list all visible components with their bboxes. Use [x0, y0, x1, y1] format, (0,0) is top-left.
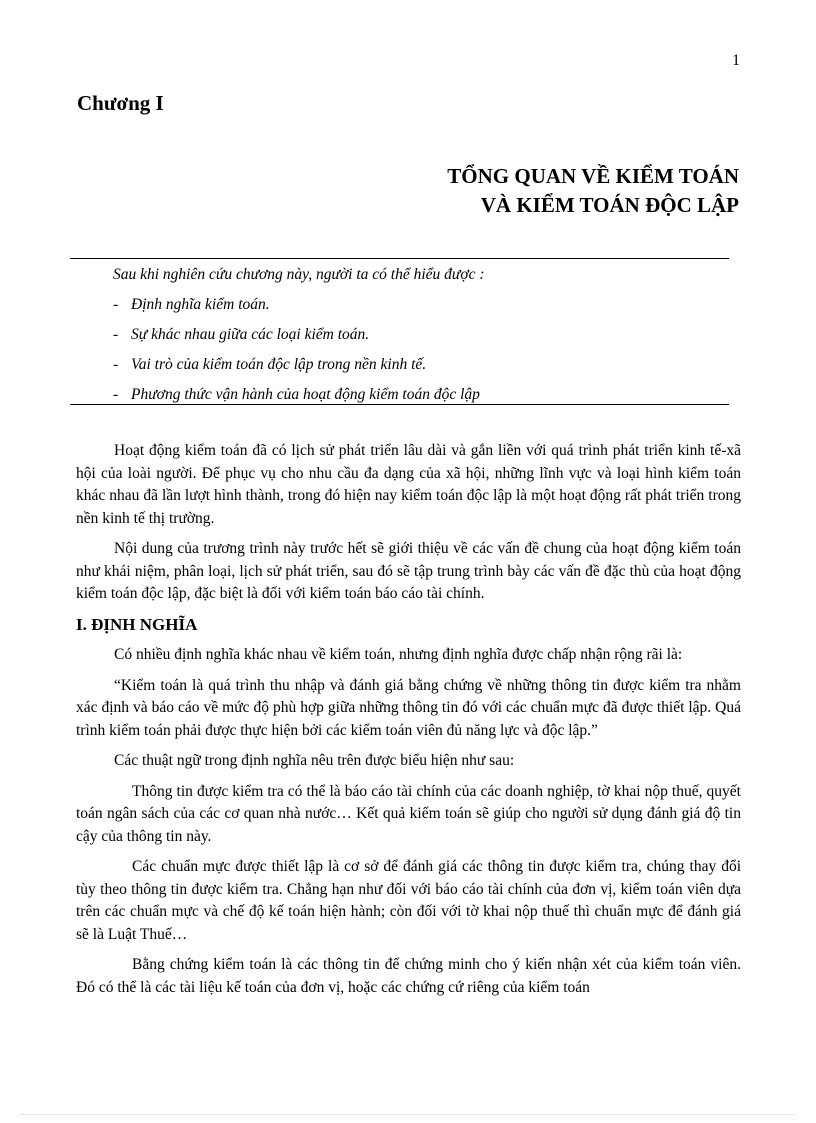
chapter-title: [447, 162, 739, 220]
objective-text: Định nghĩa kiểm toán.: [131, 296, 270, 313]
body-text: [76, 440, 741, 1007]
page-bottom-border: [20, 1114, 796, 1115]
page-number: 1: [732, 52, 740, 69]
objective-item: - Vai trò của kiểm toán độc lập trong nền kinh tế.: [113, 356, 427, 373]
term-explanation: Bằng chứng kiểm toán là các thông tin để chứng minh cho ý kiến nhận xét của kiểm toán viên. Đó có thể là các tài liệu kế toán của đơn vị, hoặc các chứng cứ riêng của kiểm toán: [76, 956, 741, 996]
objective-item: - Sự khác nhau giữa các loại kiểm toán.: [113, 326, 370, 343]
objective-text: Vai trò của kiểm toán độc lập trong nền kinh tế.: [131, 356, 427, 373]
term-explanation: Thông tin được kiểm tra có thể là báo cáo tài chính của các doanh nghiệp, tờ khai nộp thuế, quyết toán ngân sách của các cơ quan nhà nước… Kết quả kiểm toán sẽ giúp cho người sử dụng đánh giá độ tin cậy của thông tin này.: [76, 782, 741, 845]
definition-quote: “Kiểm toán là quá trình thu nhập và đánh giá bằng chứng về những thông tin được kiểm tra nhằm xác định và báo cáo về mức độ phù hợp giữa những thông tin đó với các chuẩn mực đã được thiết lập. Quá trình kiểm toán phải được thực hiện bởi các kiểm toán viên đủ năng lực và độc lập.”: [76, 676, 741, 739]
section-heading: I. ĐỊNH NGHĨA: [76, 614, 198, 634]
divider-top: [70, 258, 729, 259]
chapter-title-line-2: VÀ KIỂM TOÁN ĐỘC LẬP: [480, 193, 739, 217]
learning-objectives: [113, 264, 723, 414]
paragraph: Có nhiều định nghĩa khác nhau về kiểm toán, nhưng định nghĩa được chấp nhận rộng rãi là:: [114, 646, 683, 663]
chapter-label: Chương I: [77, 91, 164, 115]
chapter-title-line-1: TỔNG QUAN VỀ KIỂM TOÁN: [447, 164, 739, 188]
divider-bottom: [70, 404, 729, 405]
objective-item: - Định nghĩa kiểm toán.: [113, 296, 270, 313]
objective-item: - Phương thức vận hành của hoạt động kiểm toán độc lập: [113, 386, 480, 403]
paragraph: Nội dung của trương trình này trước hết sẽ giới thiệu về các vấn đề chung của hoạt động kiểm toán như khái niệm, phân loại, lịch sử phát triển, sau đó sẽ tập trung trình bày các vấn đề đặc thù của hoạt động kiểm toán độc lập, đặc biệt là đối với kiểm toán báo cáo tài chính.: [76, 540, 741, 602]
objectives-intro: Sau khi nghiên cứu chương này, người ta có thể hiểu được :: [113, 266, 485, 283]
paragraph: Các thuật ngữ trong định nghĩa nêu trên được biểu hiện như sau:: [114, 752, 515, 769]
objective-text: Phương thức vận hành của hoạt động kiểm toán độc lập: [131, 386, 480, 403]
objective-text: Sự khác nhau giữa các loại kiểm toán.: [131, 326, 370, 343]
term-explanation: Các chuẩn mực được thiết lập là cơ sở để đánh giá các thông tin được kiểm tra, chúng thay đổi tùy theo thông tin được kiểm tra. Chẳng hạn như đối với báo cáo tài chính của đơn vị, kiểm toán viên dựa trên các chuẩn mực và chế độ kế toán hiện hành; còn đối với tờ khai nộp thuế thì chuẩn mực để đánh giá sẽ là Luật Thuế…: [76, 858, 741, 943]
paragraph: Hoạt động kiểm toán đã có lịch sử phát triển lâu dài và gắn liền với quá trình phát triển kinh tế-xã hội của loài người. Để phục vụ cho nhu cầu đa dạng của xã hội, những lĩnh vực và loại hình kiểm toán khác nhau đã lần lượt hình thành, trong đó hiện nay kiểm toán độc lập là một hoạt động rất phát triển trong nền kinh tế thị trường.: [76, 442, 741, 527]
